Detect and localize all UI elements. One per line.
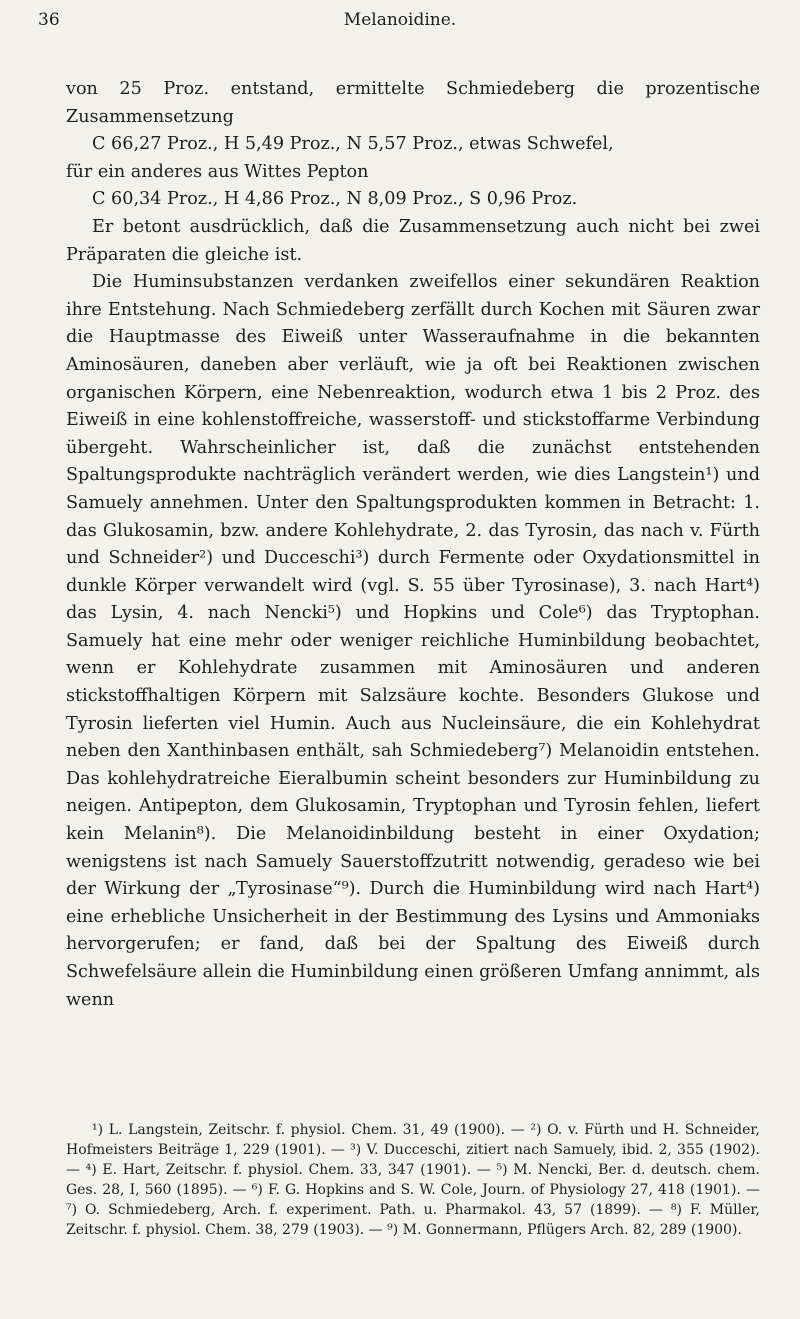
page-header xyxy=(0,10,800,44)
composition-formula-2: C 60,34 Proz., H 4,86 Proz., N 8,09 Proz., S 0,96 Proz. xyxy=(92,189,578,210)
composition-formula-1: C 66,27 Proz., H 5,49 Proz., N 5,57 Proz., etwas Schwefel, xyxy=(92,134,614,155)
running-title: Melanoidine. xyxy=(343,10,457,30)
paragraph-pepton: für ein anderes aus Wittes Pepton xyxy=(66,161,369,182)
footnotes xyxy=(66,1120,760,1240)
body-text xyxy=(66,76,760,1014)
page-number: 36 xyxy=(38,10,60,30)
paragraph-emphasis: Er betont ausdrücklich, daß die Zusammensetzung auch nicht bei zwei Präparaten die gleiche ist. xyxy=(66,216,760,265)
paragraph-intro: von 25 Proz. entstand, ermittelte Schmiedeberg die prozentische Zusammensetzung xyxy=(66,79,760,127)
footnote-list: ¹) L. Langstein, Zeitschr. f. physiol. Chem. 31, 49 (1900). — ²) O. v. Fürth und H. Schneider, Hofmeisters Beiträge 1, 229 (1901). — ³) V. Ducceschi, zitiert nach Samuely, ibid. 2, 355 (1902). — ⁴) E. Hart, Zeitschr. f. physiol. Chem. 33, 347 (1901). — ⁵) M. Nencki, Ber. d. deutsch. chem. Ges. 28, I, 560 (1895). — ⁶) F. G. Hopkins and S. W. Cole, Journ. of Physiology 27, 418 (1901). — ⁷) O. Schmiedeberg, Arch. f. experiment. Path. u. Pharmakol. 43, 57 (1899). — ⁸) F. Müller, Zeitschr. f. physiol. Chem. 38, 279 (1903). — ⁹) M. Gonnermann, Pflügers Arch. 82, 289 (1900). xyxy=(66,1122,760,1238)
paragraph-huminsubstanzen: Die Huminsubstanzen verdanken zweifellos einer sekundären Reaktion ihre Entstehung. Nach Schmiedeberg zerfällt durch Kochen mit Säuren zwar die Hauptmasse des Eiweiß unter Wasseraufnahme in die bekannten Aminosäuren, daneben aber verläuft, wie ja oft bei Reaktionen zwischen organischen Körpern, eine Nebenreaktion, wodurch etwa 1 bis 2 Proz. des Eiweiß in eine kohlenstoffreiche, wasserstoff- und stickstoffarme Verbindung übergeht. Wahrscheinlicher ist, daß die zunächst entstehenden Spaltungsprodukte nachträglich verändert werden, wie dies Langstein¹) und Samuely annehmen. Unter den Spaltungsprodukten kommen in Betracht: 1. das Glukosamin, bzw. andere Kohlehydrate, 2. das Tyrosin, das nach v. Fürth und Schneider²) und Ducceschi³) durch Fermente oder Oxydationsmittel in dunkle Körper verwandelt wird (vgl. S. 55 über Tyrosinase), 3. nach Hart⁴) das Lysin, 4. nach Nencki⁵) und Hopkins und Cole⁶) das Tryptophan. Samuely hat eine mehr oder weniger reichliche Huminbildung beobachtet, wenn er Kohlehydrate zusammen mit Aminosäuren und anderen stickstoffhaltigen Körpern mit Salzsäure kochte. Besonders Glukose und Tyrosin lieferten viel Humin. Auch aus Nucleinsäure, die ein Kohlehydrat neben den Xanthinbasen enthält, sah Schmiedeberg⁷) Melanoidin entstehen. Das kohlehydratreiche Eieralbumin scheint besonders zur Huminbildung zu neigen. Antipepton, dem Glukosamin, Tryptophan und Tyrosin fehlen, liefert kein Melanin⁸). Die Melanoidinbildung besteht in einer Oxydation; wenigstens ist nach Samuely Sauerstoffzutritt notwendig, geradeso wie bei der Wirkung der „Tyrosinase“⁹). Durch die Huminbildung wird nach Hart⁴) eine erhebliche Unsicherheit in der Bestimmung des Lysins und Ammoniaks hervorgerufen; er fand, daß bei der Spaltung des Eiweiß durch Schwefelsäure allein die Huminbildung einen größeren Umfang annimmt, als wenn xyxy=(66,272,760,1010)
